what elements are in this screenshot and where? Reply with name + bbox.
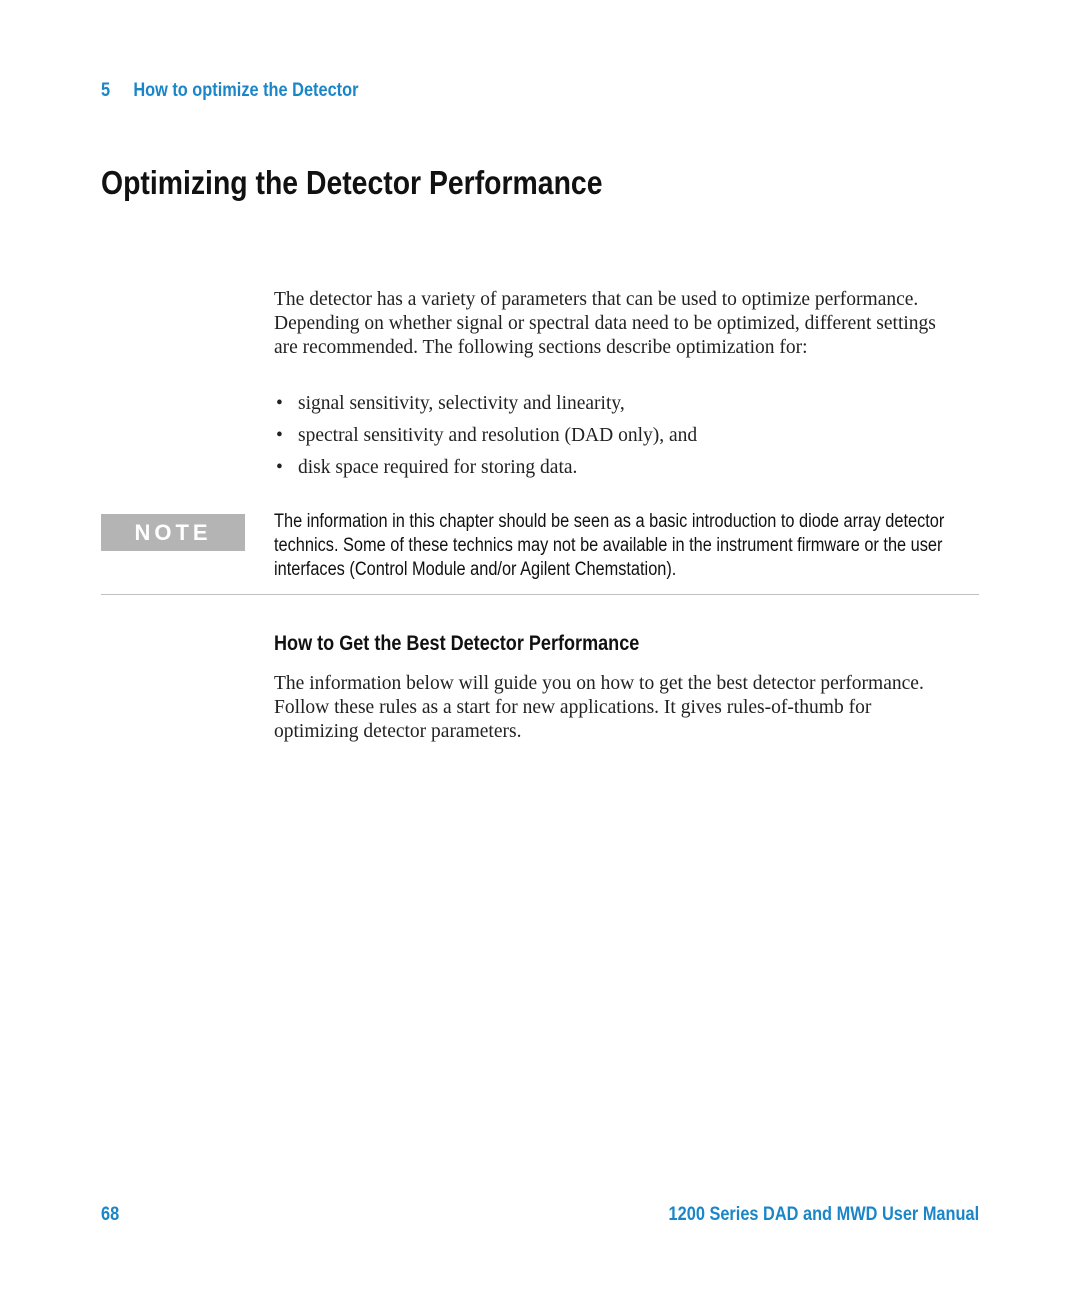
section-paragraph: The information below will guide you on how to get the best detector performance. Follow these rules as a start for new applications. It gives rules-of-thumb for optimizing detector parameters.	[274, 673, 924, 742]
chapter-title: How to optimize the Detector	[133, 80, 359, 101]
section-heading: How to Get the Best Detector Performance	[274, 632, 640, 655]
note-badge: NOTE	[101, 514, 245, 551]
list-item	[274, 392, 697, 416]
list-item-text: signal sensitivity, selectivity and linearity,	[298, 393, 625, 414]
bullet-icon: •	[276, 393, 283, 414]
page-number: 68	[101, 1204, 120, 1225]
bullet-icon: •	[276, 457, 283, 478]
list-item-text: disk space required for storing data.	[298, 457, 578, 478]
bullet-icon: •	[276, 425, 283, 446]
optimization-list	[274, 392, 697, 488]
note-text: The information in this chapter should be seen as a basic introduction to diode array detector technics. Some of these technics may not be available in the instrument firmware or the user interfaces (Control Module and/or Agilent Chemstation).	[274, 511, 945, 580]
list-item-text: spectral sensitivity and resolution (DAD only), and	[298, 425, 698, 446]
list-item	[274, 424, 697, 448]
note-divider	[101, 594, 979, 595]
intro-paragraph: The detector has a variety of parameters that can be used to optimize performance. Depending on whether signal or spectral data need to be optimized, different settings are recommended. The following sections describe optimization for:	[274, 289, 936, 358]
running-header	[101, 80, 358, 102]
list-item	[274, 456, 697, 480]
page-title: Optimizing the Detector Performance	[101, 164, 603, 201]
chapter-number: 5	[101, 80, 111, 101]
manual-title: 1200 Series DAD and MWD User Manual	[668, 1204, 979, 1225]
